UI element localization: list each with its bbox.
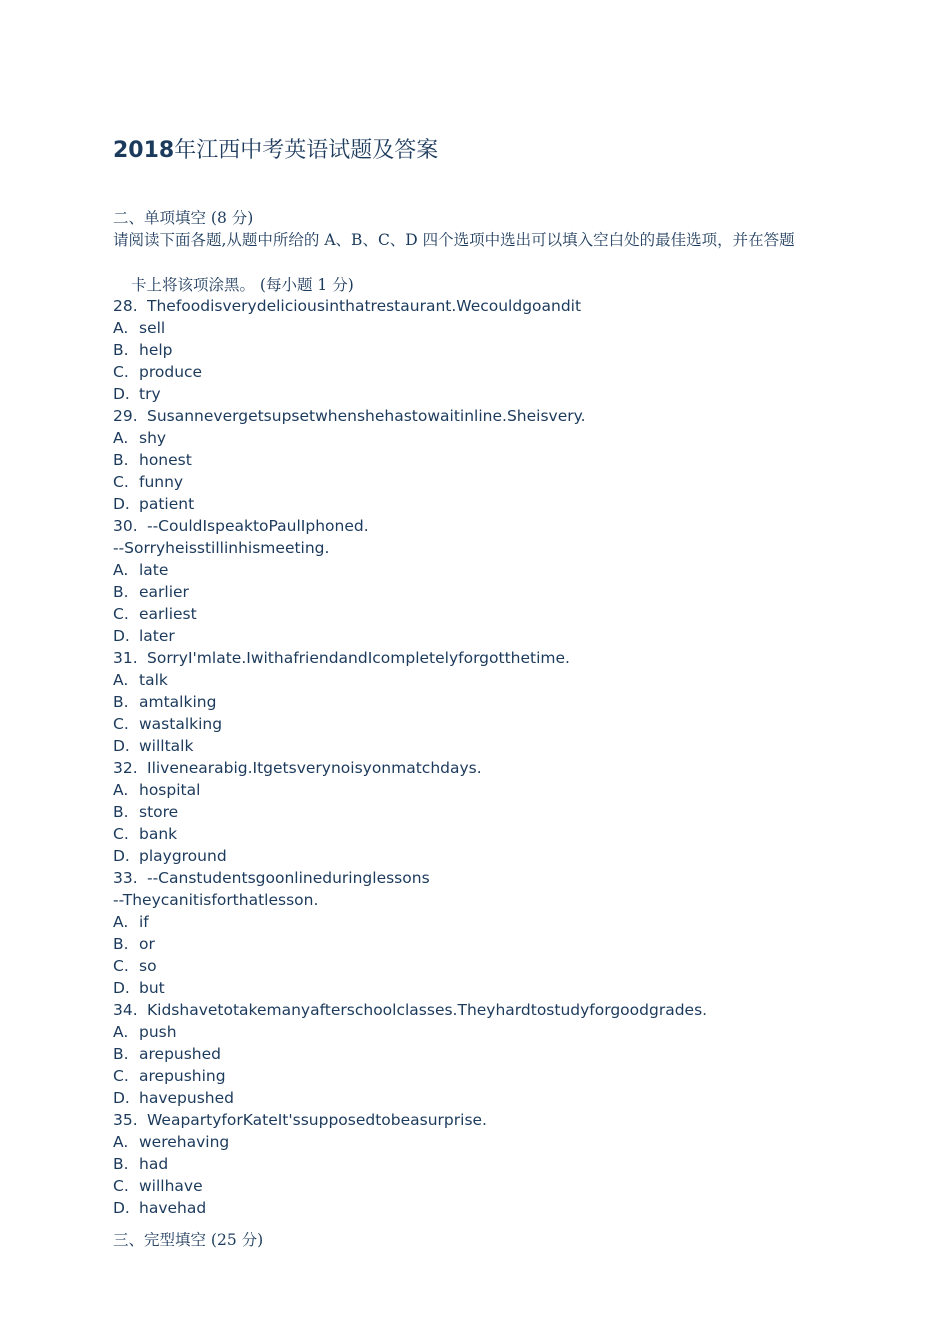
- answer-option: [113, 1065, 853, 1087]
- title-year: 2018: [113, 138, 175, 163]
- option-letter: D.: [113, 1199, 130, 1217]
- option-letter: B.: [113, 451, 129, 469]
- question-number: 35.: [113, 1111, 138, 1129]
- answer-option: [113, 383, 853, 405]
- question-stem: [113, 757, 853, 779]
- question-number: 29.: [113, 407, 138, 425]
- option-text: arepushed: [139, 1045, 222, 1063]
- option-text: willhave: [139, 1177, 203, 1195]
- option-letter: A.: [113, 429, 129, 447]
- option-text: late: [139, 561, 169, 579]
- answer-option: [113, 317, 853, 339]
- option-letter: B.: [113, 1045, 129, 1063]
- option-letter: D.: [113, 627, 130, 645]
- title-text: 年江西中考英语试题及答案: [174, 138, 439, 163]
- answer-option: [113, 713, 853, 735]
- question-dialogue-line: --Theycanitisforthatlesson.: [113, 891, 319, 909]
- question-stem: [113, 515, 853, 537]
- option-letter: A.: [113, 781, 129, 799]
- option-text: funny: [139, 473, 184, 491]
- option-letter: A.: [113, 913, 129, 931]
- answer-option: [113, 801, 853, 823]
- option-text: shy: [139, 429, 167, 447]
- option-letter: D.: [113, 847, 130, 865]
- option-letter: B.: [113, 1155, 129, 1173]
- answer-option: [113, 1197, 853, 1219]
- answer-option: [113, 581, 853, 603]
- option-letter: D.: [113, 737, 130, 755]
- option-text: wastalking: [139, 715, 223, 733]
- instructions-line2: 卡上将该项涂黑。 (每小题 1 分): [131, 276, 354, 294]
- option-letter: B.: [113, 935, 129, 953]
- answer-option: [113, 823, 853, 845]
- answer-option: [113, 691, 853, 713]
- option-text: store: [139, 803, 179, 821]
- answer-option: [113, 1175, 853, 1197]
- option-letter: A.: [113, 671, 129, 689]
- answer-option: [113, 977, 853, 999]
- option-letter: C.: [113, 1067, 129, 1085]
- option-text: produce: [139, 363, 203, 381]
- question-stem: [113, 867, 853, 889]
- option-letter: C.: [113, 473, 129, 491]
- question-text: Kidshavetotakemanyafterschoolclasses.Theyhardtostudyforgoodgrades.: [147, 1001, 708, 1019]
- option-letter: A.: [113, 1133, 129, 1151]
- question-number: 30.: [113, 517, 138, 535]
- option-text: playground: [139, 847, 227, 865]
- option-text: willtalk: [139, 737, 194, 755]
- question-text: WeapartyforKateIt'ssupposedtobeasurprise.: [147, 1111, 487, 1129]
- option-letter: C.: [113, 605, 129, 623]
- question-stem: [113, 1109, 853, 1131]
- option-text: push: [139, 1023, 177, 1041]
- option-letter: C.: [113, 957, 129, 975]
- question-number: 28.: [113, 297, 138, 315]
- option-letter: B.: [113, 341, 129, 359]
- answer-option: [113, 669, 853, 691]
- answer-option: [113, 493, 853, 515]
- answer-option: [113, 911, 853, 933]
- option-letter: C.: [113, 825, 129, 843]
- option-letter: D.: [113, 385, 130, 403]
- question-number: 31.: [113, 649, 138, 667]
- answer-option: [113, 449, 853, 471]
- answer-option: [113, 1153, 853, 1175]
- option-text: so: [139, 957, 157, 975]
- answer-option: [113, 1131, 853, 1153]
- option-text: talk: [139, 671, 168, 689]
- option-letter: B.: [113, 583, 129, 601]
- question-text: SorryI'mlate.IwithafriendandIcompletelyforgotthetime.: [147, 649, 570, 667]
- answer-option: [113, 361, 853, 383]
- question-number: 33.: [113, 869, 138, 887]
- answer-option: [113, 1021, 853, 1043]
- option-text: patient: [139, 495, 195, 513]
- answer-option: [113, 625, 853, 647]
- option-text: bank: [139, 825, 178, 843]
- answer-option: [113, 559, 853, 581]
- document-title: [113, 133, 438, 164]
- question-text: Ilivenearabig.Itgetsverynoisyonmatchdays.: [147, 759, 482, 777]
- answer-option: [113, 427, 853, 449]
- answer-option: [113, 933, 853, 955]
- question-number: 34.: [113, 1001, 138, 1019]
- option-text: honest: [139, 451, 192, 469]
- option-text: earlier: [139, 583, 189, 601]
- option-letter: D.: [113, 979, 130, 997]
- option-text: havepushed: [139, 1089, 234, 1107]
- section-heading-cloze: 三、完型填空 (25 分): [113, 1231, 264, 1249]
- section-heading-single-choice: 二、单项填空 (8 分): [113, 209, 254, 227]
- answer-option: [113, 471, 853, 493]
- option-text: help: [139, 341, 173, 359]
- option-text: havehad: [139, 1199, 207, 1217]
- answer-option: [113, 1087, 853, 1109]
- option-text: had: [139, 1155, 169, 1173]
- question-text: --Canstudentsgoonlineduringlessons: [147, 869, 430, 887]
- question-text: Thefoodisverydeliciousinthatrestaurant.Wecouldgoandit: [147, 297, 582, 315]
- option-letter: C.: [113, 1177, 129, 1195]
- answer-option: [113, 339, 853, 361]
- option-text: but: [139, 979, 165, 997]
- option-letter: C.: [113, 363, 129, 381]
- question-text: Susannevergetsupsetwhenshehastowaitinline.Sheisvery.: [147, 407, 586, 425]
- option-text: later: [139, 627, 175, 645]
- answer-option: [113, 845, 853, 867]
- answer-option: [113, 1043, 853, 1065]
- instructions-line1: 请阅读下面各题,从题中所给的 A、B、C、D 四个选项中选出可以填入空白处的最佳选项，并在答题: [113, 231, 795, 249]
- option-letter: C.: [113, 715, 129, 733]
- answer-option: [113, 735, 853, 757]
- question-text: --CouldIspeaktoPaulIphoned.: [147, 517, 369, 535]
- answer-option: [113, 955, 853, 977]
- option-letter: A.: [113, 319, 129, 337]
- question-list: [113, 295, 853, 1219]
- option-text: amtalking: [139, 693, 217, 711]
- option-text: arepushing: [139, 1067, 226, 1085]
- option-letter: A.: [113, 1023, 129, 1041]
- option-text: hospital: [139, 781, 201, 799]
- option-text: earliest: [139, 605, 197, 623]
- option-text: or: [139, 935, 155, 953]
- option-letter: B.: [113, 803, 129, 821]
- answer-option: [113, 603, 853, 625]
- option-text: sell: [139, 319, 166, 337]
- question-stem: [113, 405, 853, 427]
- question-number: 32.: [113, 759, 138, 777]
- question-dialogue-line: --Sorryheisstillinhismeeting.: [113, 539, 330, 557]
- option-text: werehaving: [139, 1133, 230, 1151]
- answer-option: [113, 779, 853, 801]
- question-stem: [113, 295, 853, 317]
- question-stem: [113, 999, 853, 1021]
- option-letter: D.: [113, 495, 130, 513]
- option-letter: D.: [113, 1089, 130, 1107]
- option-text: if: [139, 913, 149, 931]
- option-letter: A.: [113, 561, 129, 579]
- question-stem: [113, 647, 853, 669]
- option-text: try: [139, 385, 161, 403]
- option-letter: B.: [113, 693, 129, 711]
